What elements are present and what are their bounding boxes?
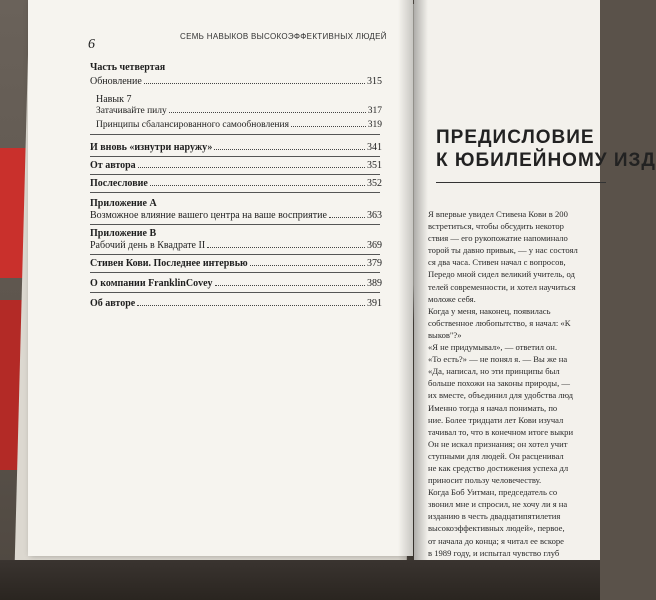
body-line: тачивал то, что в конечном итоге выкри: [428, 426, 574, 437]
toc-entry[interactable]: [96, 106, 382, 116]
toc-subheading: Навык 7: [96, 94, 132, 105]
body-line: Когда у меня, наконец, появилась: [428, 305, 551, 316]
body-line: моложе себя.: [428, 293, 476, 304]
body-line: телей современности, и хотел научиться: [428, 281, 576, 292]
body-line: Именно тогда я начал понимать, по: [428, 402, 558, 413]
toc-entry[interactable]: [90, 210, 382, 221]
toc-entry-label: И вновь «изнутри наружу»: [90, 142, 213, 153]
toc-entry-label: Послесловие: [90, 178, 148, 189]
toc-entry-page: 341: [367, 142, 382, 153]
running-head: СЕМЬ НАВЫКОВ ВЫСОКОЭФФЕКТИВНЫХ ЛЮДЕЙ: [180, 32, 387, 41]
toc-entry[interactable]: [90, 278, 382, 289]
body-line: не как средство достижения успеха дл: [428, 462, 569, 473]
toc-entry[interactable]: [90, 258, 382, 269]
toc-entry-page: 379: [367, 258, 382, 269]
toc-appendix-heading: Приложение А: [90, 198, 157, 209]
table-surface: [0, 560, 600, 600]
toc-entry-page: 352: [367, 178, 382, 189]
body-line: Я впервые увидел Стивена Кови в 200: [428, 209, 568, 219]
toc-entry-label: Возможное влияние вашего центра на ваше восприятие: [90, 210, 327, 221]
body-line: выков"?»: [428, 329, 462, 340]
divider: [90, 254, 380, 255]
body-line: ся два часа. Стивен начал с вопросов,: [428, 257, 566, 268]
body-line: встретиться, чтобы обсудить некотор: [428, 221, 564, 232]
toc-entry-label: Затачивайте пилу: [96, 106, 167, 116]
body-line: приносит пользу человечеству.: [428, 475, 542, 486]
divider: [90, 156, 380, 157]
toc-entry-page: 389: [367, 278, 382, 289]
toc-entry-page: 351: [367, 160, 382, 171]
divider: [90, 292, 380, 293]
chapter-body-text: [428, 208, 628, 595]
body-line: ступными для людей. Он расценивал: [428, 450, 564, 461]
toc-entry-page: 319: [367, 120, 382, 130]
toc-entry[interactable]: [90, 298, 382, 309]
body-line: «То есть?» — не понял я. — Вы же на: [428, 354, 568, 365]
toc-entry[interactable]: [90, 240, 382, 251]
divider: [90, 134, 380, 135]
body-line: высокоэффективных людей», первое,: [428, 523, 565, 534]
toc-entry-page: 315: [367, 76, 382, 87]
toc-entry[interactable]: [90, 160, 382, 171]
toc-entry[interactable]: [90, 142, 382, 153]
body-line: их вместе, объединил для удобства люд: [428, 390, 573, 401]
toc-entry-label: Рабочий день в Квадрате II: [90, 240, 206, 251]
right-page-gutter-shade: [414, 0, 428, 575]
toc-entry-label: От автора: [90, 160, 136, 171]
toc-entry-page: 317: [367, 106, 382, 116]
toc-entry[interactable]: [90, 178, 382, 189]
toc-appendix-heading: Приложение В: [90, 228, 157, 239]
body-line: «Да, написал, но эти принципы был: [428, 366, 560, 377]
body-line: больше похожи на законы природы, —: [428, 378, 570, 389]
part-title: Часть четвертая: [90, 62, 166, 73]
body-line: в 1989 году, и испытал чувство глуб: [428, 547, 560, 558]
page-number: 6: [88, 37, 95, 52]
body-line: ние. Более тридцати лет Кови изучал: [428, 414, 564, 425]
toc-entry[interactable]: [90, 76, 382, 87]
toc-entry-label: Об авторе: [90, 298, 136, 309]
body-line: Он не искал признания; он хотел учит: [428, 438, 568, 449]
body-line: изданию в честь двадцатипятилетия: [428, 511, 561, 522]
toc-entry-label: Принципы сбалансированного самообновления: [96, 120, 289, 130]
toc-entry-page: 363: [367, 210, 382, 221]
toc-entry-label: Стивен Кови. Последнее интервью: [90, 258, 248, 269]
body-line: Когда Боб Уитман, председатель со: [428, 487, 558, 498]
divider: [90, 224, 380, 225]
toc-entry[interactable]: [96, 120, 382, 130]
title-rule: [436, 182, 606, 183]
body-line: «Я не придумывал», — ответил он.: [428, 342, 558, 353]
divider: [90, 272, 380, 273]
chapter-title: ПРЕДИСЛОВИЕ К ЮБИЛЕЙНОМУ ИЗД: [436, 127, 656, 171]
toc-entry-page: 369: [367, 240, 382, 251]
body-line: Передо мной сидел великий учитель, од: [428, 269, 575, 280]
body-line: от начала до конца; я читал ее вскоре: [428, 535, 564, 546]
body-line: ствия — его рукопожатие напоминало: [428, 233, 568, 244]
toc-entry-page: 391: [367, 298, 382, 309]
toc-entry-label: Обновление: [90, 76, 142, 87]
divider: [90, 174, 380, 175]
body-line: звонил мне и спросил, не хочу ли я на: [428, 499, 568, 510]
body-line: торой ты давно привык, — у нас состоял: [428, 245, 578, 256]
divider: [90, 192, 380, 193]
body-line: собственное любопытство, я начал: «К: [428, 317, 571, 328]
toc-entry-label: О компании FranklinCovey: [90, 278, 213, 289]
